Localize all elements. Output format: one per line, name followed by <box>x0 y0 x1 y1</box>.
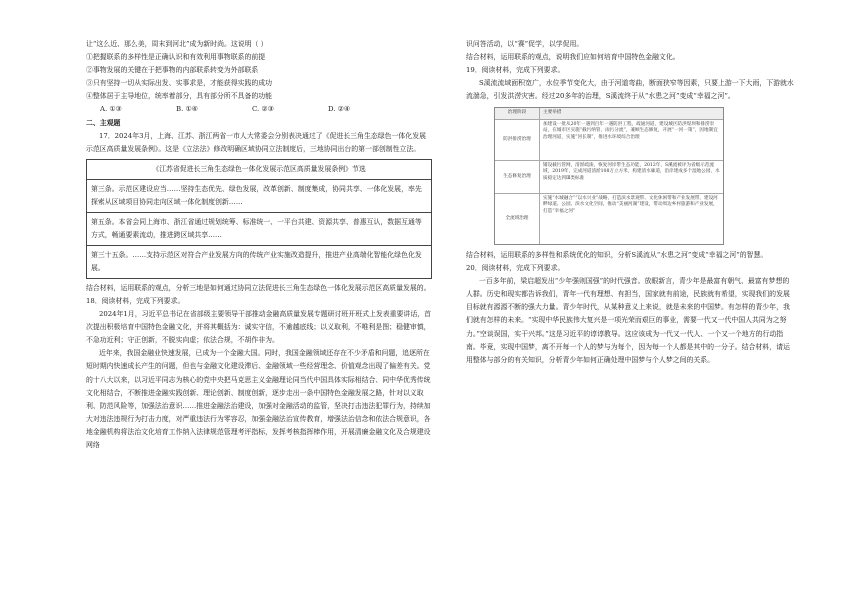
option-d: D. ②④ <box>328 105 351 114</box>
q20-paragraph: 一百多年前，梁启超发出“少年强则国强”的时代强音。放眼新言，青少年是最富有朝气、最富有梦想的人群。历史和现实都告诉我们，青年一代有理想、有担当，国家就有前途，民族就有希望，实现我们的发展目标就有源源不断的强大力量。青少年时代，从某种意义上来说，就是未来的中国梦。有怎样的青少年，我们就有怎样的未来。“实现中华民族伟大复兴是一项光荣而艰巨的事业，需要一代又一代中国人共同为之努力。”空谈误国，实干兴邦。”这是习近平的谆谆教导。这应该成为一代又一代人、一个又一个地方的行动指南。毕竟，实现中国梦，离不开每一个人的梦与为每个，因为每一个人都是其中的一分子。结合材料，请运用整体与部分的有关知识，分析青少年如何正确处理中国梦与个人梦之间的关系。 <box>466 277 790 364</box>
q16-item-2: ②事物发展的关键在于把事物的内部联系转变为外部联系 <box>86 66 259 75</box>
section-title: 二、主观题 <box>86 118 121 127</box>
table-measures: 铺设截污管网，清淤疏浚，恢复河岸带生态功能，2012年，S溪流被评为省级示范流域，2019年，完成河道清淤108万立方米，构建清水廊道，沿岸建成多个湿地公园，水质稳定达到Ⅲ类标准 <box>543 162 720 181</box>
q18-tail: 识问答活动，以“赛”促学，以学促用。 <box>466 40 584 48</box>
table-stage: 生态修复治理 <box>495 161 540 193</box>
table-stage: 防洪排涝治理 <box>495 120 540 160</box>
q18-heading: 18．阅读材料，完成下列要求。 <box>86 296 185 305</box>
table-measures: 加建设一批从20年一遇到百年一遇防洪工程，疏通河道，建设城区防洪堤坝和排涝泵站，在城市区实施“截污纳管，雨污分流”，兼顾生态修复，开展“一河一策”，因地制宜治理河道，实施“河长制”，推进水环境综合治理 <box>543 121 718 140</box>
q16-item-1: ①把握联系的多样性是正确认识和有效利用事物联系的前提 <box>86 53 266 62</box>
table-stage: 全流域治理 <box>495 194 540 244</box>
q16-item-4: ④整体居于主导地位，统率着部分，具有部分所不具备的功能 <box>86 92 273 101</box>
table-header-stage: 治理阶段 <box>495 108 540 119</box>
q18-paragraph-1: 2024年1月，习近平总书记在省部级主要领导干部推动金融高质量发展专题研讨班开班式上发表重要讲话，首次提出积极培育中国特色金融文化，并将其概括为：诚实守信，不逾越底线；以义取利，不唯利是图；稳健审慎，不急功近利；守正创新，不脱实向虚；依法合规，不胡作非为。 <box>86 310 431 345</box>
q19-task: 结合材料，运用联系的多样性和系统优化的知识，分析S溪流从“水患之河”变成“幸福之河”的智慧。 <box>466 250 768 259</box>
law-article-35: 第三十五条。……支持示范区对符合产业发展方向的传统产业实施改造提升，推进产业高端化智能化绿色化发展。 <box>87 245 431 278</box>
table-row <box>495 160 723 193</box>
q16-stem-tail: 让“这么近、那么美，周末到河北”成为新时尚。这说明（ ） <box>86 40 268 48</box>
left-column <box>86 38 432 452</box>
q18-paragraph-2: 近年来，我国金融业快速发展，已成为一个金融大国。同时，我国金融领域还存在不少矛盾和问题，追逐所在短时期内快速成长产生的问题，但也与金融文化建设滞后、金融领域一些经营理念、价值观念出现了偏差有关。党的十八大以来，以习近平同志为核心的党中央把马克思主义金融理论同当代中国具体实际相结合、同中华优秀传统文化相结合，不断推进金融实践创新、理论创新、制度创新，逐步走出一条中国特色金融发展之路，针对以义取利、防范风险等，加强法治意识……推进金融法治建设，加强对金融活动的监管，坚决打击违法犯罪行为，持续加大对违法违规行为打击力度，对严重违法行为零容忍，加强金融法治宣传教育，增强法治信念和依法合规意识，各地金融机构将法治文化培育工作纳入法律规范管理考评指标，发挥考核指挥棒作用，开展清廉金融文化及合规建设网络 <box>86 349 431 449</box>
law-article-3: 第三条。示范区建设应当……坚持生态优先、绿色发展，改革创新、制度集成，协同共享、一体化发展，率先探索从区域项目协同走向区域一体化制度创新…… <box>87 179 431 212</box>
q19-heading: 19．阅读材料，完成下列要求。 <box>466 66 565 75</box>
law-article-5: 第五条。本省会同上海市、浙江省通过规划统筹、标准统一、一平台共建、资源共享、普惠互认，数据互通等方式，畅通要素流动，推进跨区域共享…… <box>87 212 431 245</box>
q19-paragraph: S溪流流域面积宽广，水位季节变化大，由于河道弯曲，断面狭窄等因素，只要上游一下大雨，下游就水流湍急，引发洪涝灾害。经过20多年的治理，S溪流终于从“水患之河”变成“幸福之河”。 <box>466 79 794 101</box>
option-b: B. ①④ <box>176 105 198 114</box>
right-column <box>466 38 794 367</box>
table-header-row <box>495 108 723 119</box>
law-excerpt-box <box>86 159 432 279</box>
q16-options <box>86 103 432 116</box>
option-a: A. ①③ <box>100 105 122 114</box>
table-measures: 实施“水城融合”“以水兴业”战略，打造滨水景观带、文化休闲带和产业发展带，建设河畔绿道、公园、滨水文化空间，推动“美丽河湖”建设，带动周边乡村旅游和产业发展，打造“幸福之河” <box>543 195 718 214</box>
q17-intro: 17．2024年3月，上海、江苏、浙江两省一市人大常委会分别表决通过了《促进长三角生态绿色一体化发展示范区高质量发展条例》。这是《立法法》修改明确区域协同立法制度后，三地协同出台的第一部创制性立法。 <box>86 131 426 153</box>
q18-task: 结合材料，运用联系的观点，说明我们应如何培育中国特色金融文化。 <box>466 53 680 62</box>
option-c: C. ②③ <box>252 105 274 114</box>
governance-table <box>494 107 724 245</box>
table-header-measures: 主要举措 <box>543 110 562 116</box>
table-row <box>495 193 723 244</box>
law-excerpt-title: 《江苏省促进长三角生态绿色一体化发展示范区高质量发展条例》节选 <box>152 164 366 173</box>
q17-task: 结合材料，运用联系的观点，分析三地是如何通过协同立法促进长三角生态绿色一体化发展示范区高质量发展的。 <box>86 283 431 292</box>
table-row <box>495 119 723 160</box>
q16-item-3: ③只有坚持一切从实际出发、实事求是，才能获得实践的成功 <box>86 79 273 88</box>
q20-heading: 20．阅读材料，完成下列要求。 <box>466 264 565 273</box>
